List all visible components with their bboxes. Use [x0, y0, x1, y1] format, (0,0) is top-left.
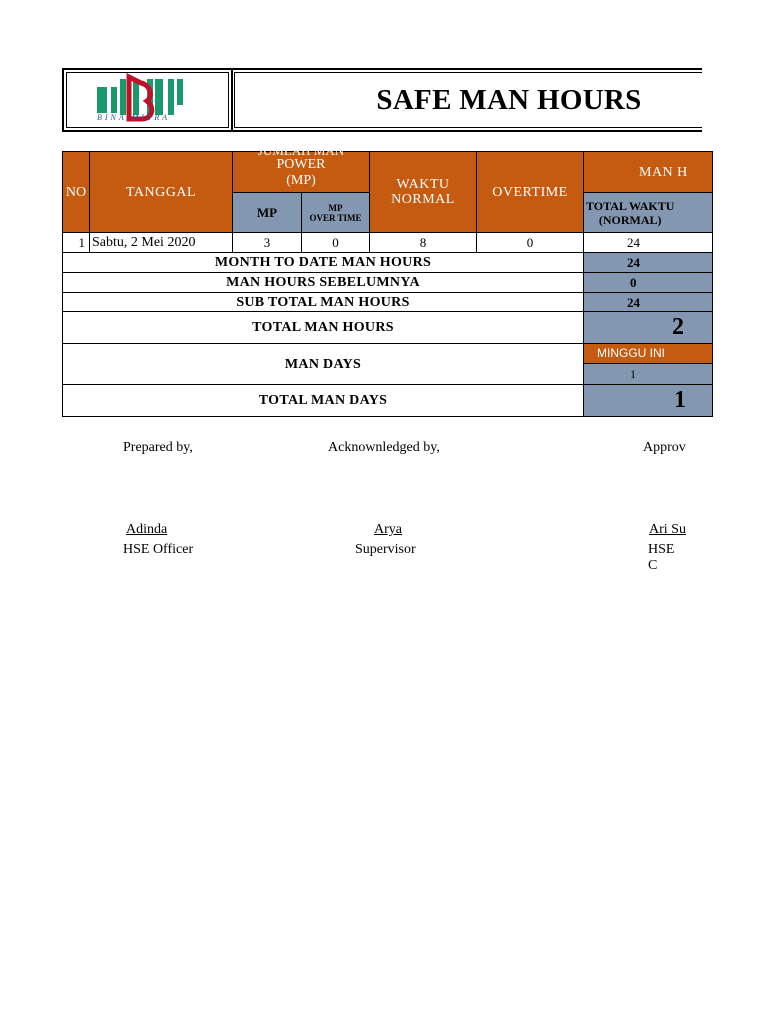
prepared-by-name: Adinda	[126, 522, 168, 537]
logo-frame	[66, 72, 229, 128]
col-header-no: NO	[62, 151, 90, 233]
total-man-days-label: TOTAL MAN DAYS	[62, 384, 584, 417]
total-man-hours-label: TOTAL MAN HOURS	[62, 311, 584, 344]
col-header-man-hours: MAN H	[583, 151, 713, 193]
logo-text: BINA MITRA	[97, 113, 171, 122]
cell-waktu-normal: 8	[369, 232, 477, 253]
acknowledged-by-role: Supervisor	[355, 542, 416, 557]
page-title: SAFE MAN HOURS	[376, 83, 642, 116]
sub-total-value: 24	[583, 292, 713, 312]
cell-no: 1	[62, 232, 90, 253]
cell-mp: 3	[232, 232, 302, 253]
man-power-clipped-text: JUMLAH MAN	[257, 143, 345, 158]
minggu-ini-label: MINGGU INI	[583, 343, 713, 364]
sebelumnya-value: 0	[583, 272, 713, 293]
approved-by-role: HSE C	[648, 542, 675, 573]
col-header-total-waktu-normal: TOTAL WAKTU (NORMAL)	[583, 192, 713, 233]
prepared-by-role: HSE Officer	[123, 542, 194, 557]
cell-overtime: 0	[476, 232, 584, 253]
cell-tanggal: Sabtu, 2 Mei 2020	[89, 232, 233, 253]
man-days-label: MAN DAYS	[62, 343, 584, 385]
cell-mp-overtime: 0	[301, 232, 370, 253]
approved-by-name: Ari Su	[649, 522, 686, 537]
col-header-overtime: OVERTIME	[476, 151, 584, 233]
col-header-mp-overtime: MP OVER TIME	[301, 192, 370, 233]
approved-by-label: Approv	[643, 440, 686, 455]
col-header-man-power	[232, 143, 370, 193]
total-man-hours-value: 2	[583, 311, 713, 344]
acknowledged-by-name: Arya	[374, 522, 402, 537]
sub-total-label: SUB TOTAL MAN HOURS	[62, 292, 584, 312]
prepared-by-label: Prepared by,	[123, 440, 193, 455]
cell-total-waktu-normal: 24	[583, 232, 713, 253]
col-header-tanggal: TANGGAL	[89, 151, 233, 233]
minggu-ini-value: 1	[583, 363, 713, 385]
col-header-mp: MP	[232, 192, 302, 233]
col-header-waktu-normal: WAKTU NORMAL	[369, 151, 477, 233]
sebelumnya-label: MAN HOURS SEBELUMNYA	[62, 272, 584, 293]
acknowledged-by-label: Acknownledged by,	[328, 440, 440, 455]
total-man-days-value: 1	[583, 384, 713, 417]
month-to-date-value: 24	[583, 252, 713, 273]
month-to-date-label: MONTH TO DATE MAN HOURS	[62, 252, 584, 273]
man-power-text: POWER (MP)	[276, 157, 326, 188]
